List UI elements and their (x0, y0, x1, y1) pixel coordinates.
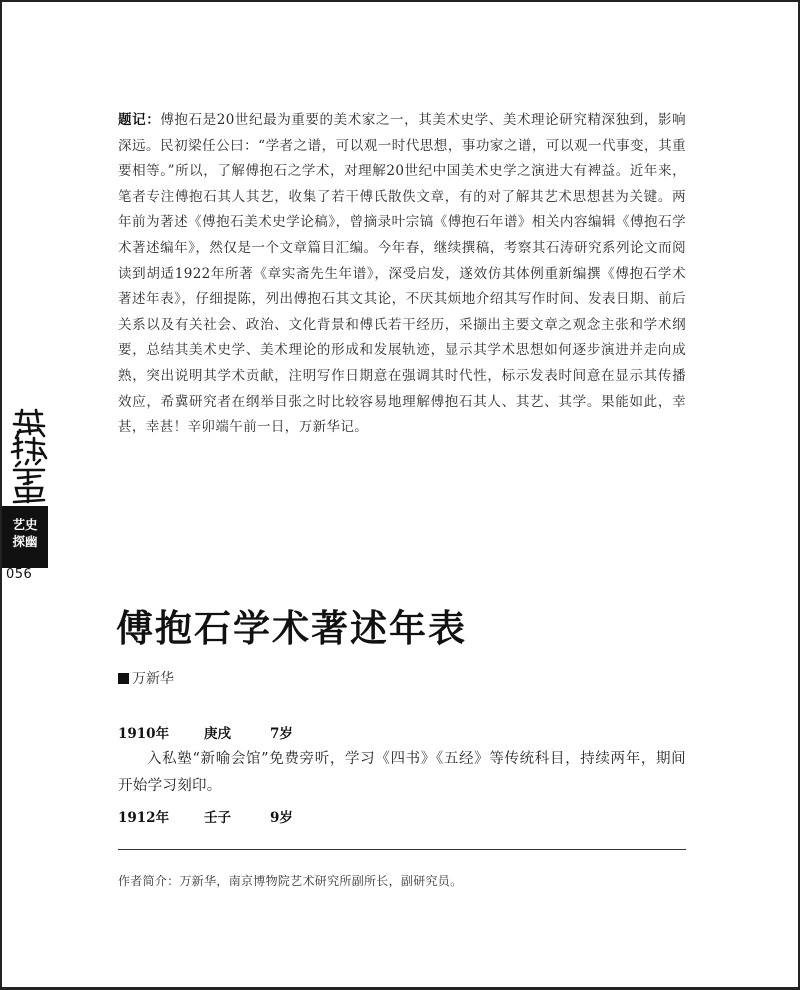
entry-ganzhi: 庚戌 (204, 726, 231, 742)
entry-year: 1910年 (118, 726, 170, 742)
entry-heading (118, 722, 293, 742)
entry-age: 7岁 (270, 726, 293, 742)
entry-age: 9岁 (270, 810, 293, 826)
section-badge-line1: 艺史 (12, 517, 38, 532)
square-bullet-icon (118, 673, 129, 684)
preface-label: 题记： (118, 112, 161, 128)
preface-text: 傅抱石是20世纪最为重要的美术家之一，其美术史学、美术理论研究精深独到，影响深远。民初梁任公曰：“学者之谱，可以观一时代思想，事功家之谱，可以观一代事变，其重要相等。”所以，了解傅抱石之学术，对理解20世纪中国美术史学之演进大有裨益。近年来，笔者专注傅抱石其人其艺，收集了若干傅氏散佚文章，有的对了解其艺术思想甚为关键。两年前为著述《傅抱石美术史学论稿》，曾摘录叶宗镐《傅抱石年谱》相关内容编辑《傅抱石学术著述编年》，然仅是一个文章篇目汇编。今年春，继续撰稿，考察其石涛研究系列论文而阅读到胡适1922年所著《章实斋先生年谱》，深受启发，遂效仿其体例重新编撰《傅抱石学术著述年表》，仔细提陈，列出傅抱石其文其论，不厌其烦地介绍其写作时间、发表日期、前后关系以及有关社会、政治、文化背景和傅氏若干经历，采撷出主要文章之观念主张和学术纲要，总结其美术史学、美术理论的形成和发展轨迹，显示其学术思想如何逐步演进并走向成熟，突出说明其学术贡献，注明写作日期意在强调其时代性，标示发表时间意在显示其传播效应，希冀研究者在纲举目张之时比较容易地理解傅抱石其人、其艺、其学。果能如此，幸甚，幸甚！辛卯端午前一日，万新华记。 (118, 112, 686, 436)
preface-paragraph (118, 108, 686, 441)
author-footnote: 作者简介：万新华，南京博物院艺术研究所副所长，副研究员。 (118, 874, 463, 888)
entry-body: 入私塾“新喻会馆”免费旁听，学习《四书》《五经》等传统科目，持续两年，期间开始学习刻印。 (118, 751, 686, 794)
page-number: 056 (6, 567, 33, 582)
section-badge (2, 506, 48, 568)
entry-year: 1912年 (118, 810, 170, 826)
section-badge-line2: 探幽 (12, 534, 38, 549)
entry-ganzhi: 壬子 (204, 810, 231, 826)
author-byline (118, 668, 174, 688)
footnote-divider (118, 849, 686, 850)
logo-text: 藝術學界 (8, 408, 12, 409)
journal-logo-calligraphy (8, 408, 50, 504)
article-title: 傅抱石学术著述年表 (116, 606, 467, 650)
entry-heading (118, 806, 293, 826)
author-name: 万新华 (132, 671, 174, 687)
